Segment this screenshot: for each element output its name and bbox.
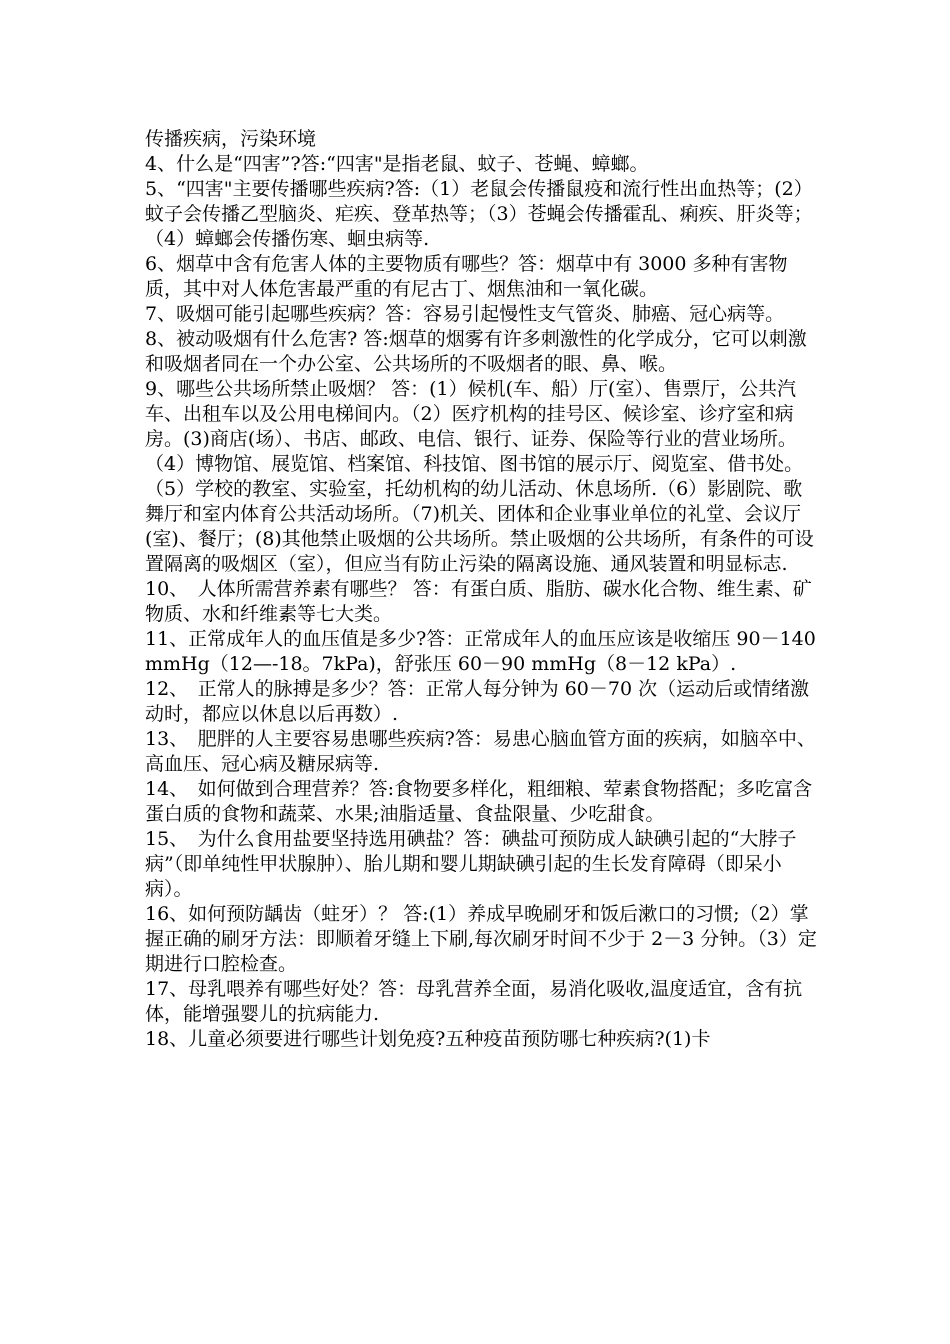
paragraph-text: 10、 人体所需营养素有哪些？ 答：有蛋白质、脂肪、碳水化合物、维生素、矿物质、水和纤维素等七大类。 (145, 578, 812, 625)
paragraph-text: 14、 如何做到合理营养？答:食物要多样化，粗细粮、荤素食物搭配；多吃富含蛋白质的食物和蔬菜、水果;油脂适量、食盐限量、少吃甜食。 (145, 778, 813, 825)
paragraph-text: 7、吸烟可能引起哪些疾病？答：容易引起慢性支气管炎、肺癌、冠心病等。 (145, 303, 785, 325)
paragraph-text: 6、烟草中含有危害人体的主要物质有哪些？答：烟草中有 3000 多种有害物质，其中对人体危害最严重的有尼古丁、烟焦油和一氧化碳。 (145, 253, 788, 300)
paragraph-text: 18、儿童必须要进行哪些计划免疫?五种疫苗预防哪七种疾病?(1)卡 (145, 1028, 711, 1050)
paragraph-text: 传播疾病，污染环境 (145, 128, 317, 150)
paragraph-text: 15、 为什么食用盐要坚持选用碘盐？答：碘盐可预防成人缺碘引起的“大脖子病”（即单纯性甲状腺肿）、胎儿期和婴儿期缺碘引起的生长发育障碍（即呆小病）。 (145, 828, 797, 900)
paragraph-text: 13、 肥胖的人主要容易患哪些疾病?答：易患心脑血管方面的疾病，如脑卒中、高血压、冠心病及糖尿病等. (145, 728, 816, 775)
paragraph-text: 4、什么是“四害”?答:“四害"是指老鼠、蚊子、苍蝇、蟑螂。 (145, 153, 649, 175)
paragraph-text: 16、如何预防龋齿（蛀牙）？ 答:(1）养成早晚刷牙和饭后漱口的习惯;（2）掌握正确的刷牙方法：即顺着牙缝上下刷,每次刷牙时间不少于 2－3 分钟。（3）定期进行口腔检查。 (145, 903, 817, 975)
paragraph-text: 17、母乳喂养有哪些好处？答：母乳营养全面，易消化吸收,温度适宜，含有抗体，能增强婴儿的抗病能力. (145, 978, 803, 1025)
paragraph-text: 12、 正常人的脉搏是多少？答：正常人每分钟为 60－70 次（运动后或情绪激动时，都应以休息以后再数）. (145, 678, 810, 725)
paragraph-text: 8、被动吸烟有什么危害? 答:烟草的烟雾有许多刺激性的化学成分，它可以刺激和吸烟者同在一个办公室、公共场所的不吸烟者的眼、鼻、喉。 (145, 328, 807, 375)
paragraph-text: 5、“四害"主要传播哪些疾病?答:（1）老鼠会传播鼠疫和流行性出血热等；(2）蚊子会传播乙型脑炎、疟疾、登革热等；（3）苍蝇会传播霍乱、痢疾、肝炎等；（4）蟑螂会传播伤寒、蛔虫病等. (145, 178, 813, 250)
paragraph-text: 11、正常成年人的血压值是多少?答：正常成年人的血压应该是收缩压 90－140mmHg（12—-18。7kPa)，舒张压 60－90 mmHg（8－12 kPa）. (145, 628, 816, 675)
paragraph-text: 9、哪些公共场所禁止吸烟？ 答：(1）候机(车、船）厅(室）、售票厅，公共汽车、出租车以及公用电梯间内。（2）医疗机构的挂号区、候诊室、诊疗室和病房。(3)商店(场）、书店、邮政、电信、银行、证券、保险等行业的营业场所。（4）博物馆、展览馆、档案馆、科技馆、图书馆的展示厅、阅览室、借书处。（5）学校的教室、实验室，托幼机构的幼儿活动、休息场所.（6）影剧院、歌舞厅和室内体育公共活动场所。（7)机关、团体和企业事业单位的礼堂、会议厅(室)、餐厅；(8)其他禁止吸烟的公共场所。禁止吸烟的公共场所，有条件的可设置隔离的吸烟区（室），但应当有防止污染的隔离设施、通风装置和明显标志. (145, 378, 814, 575)
document-body (145, 127, 817, 1052)
